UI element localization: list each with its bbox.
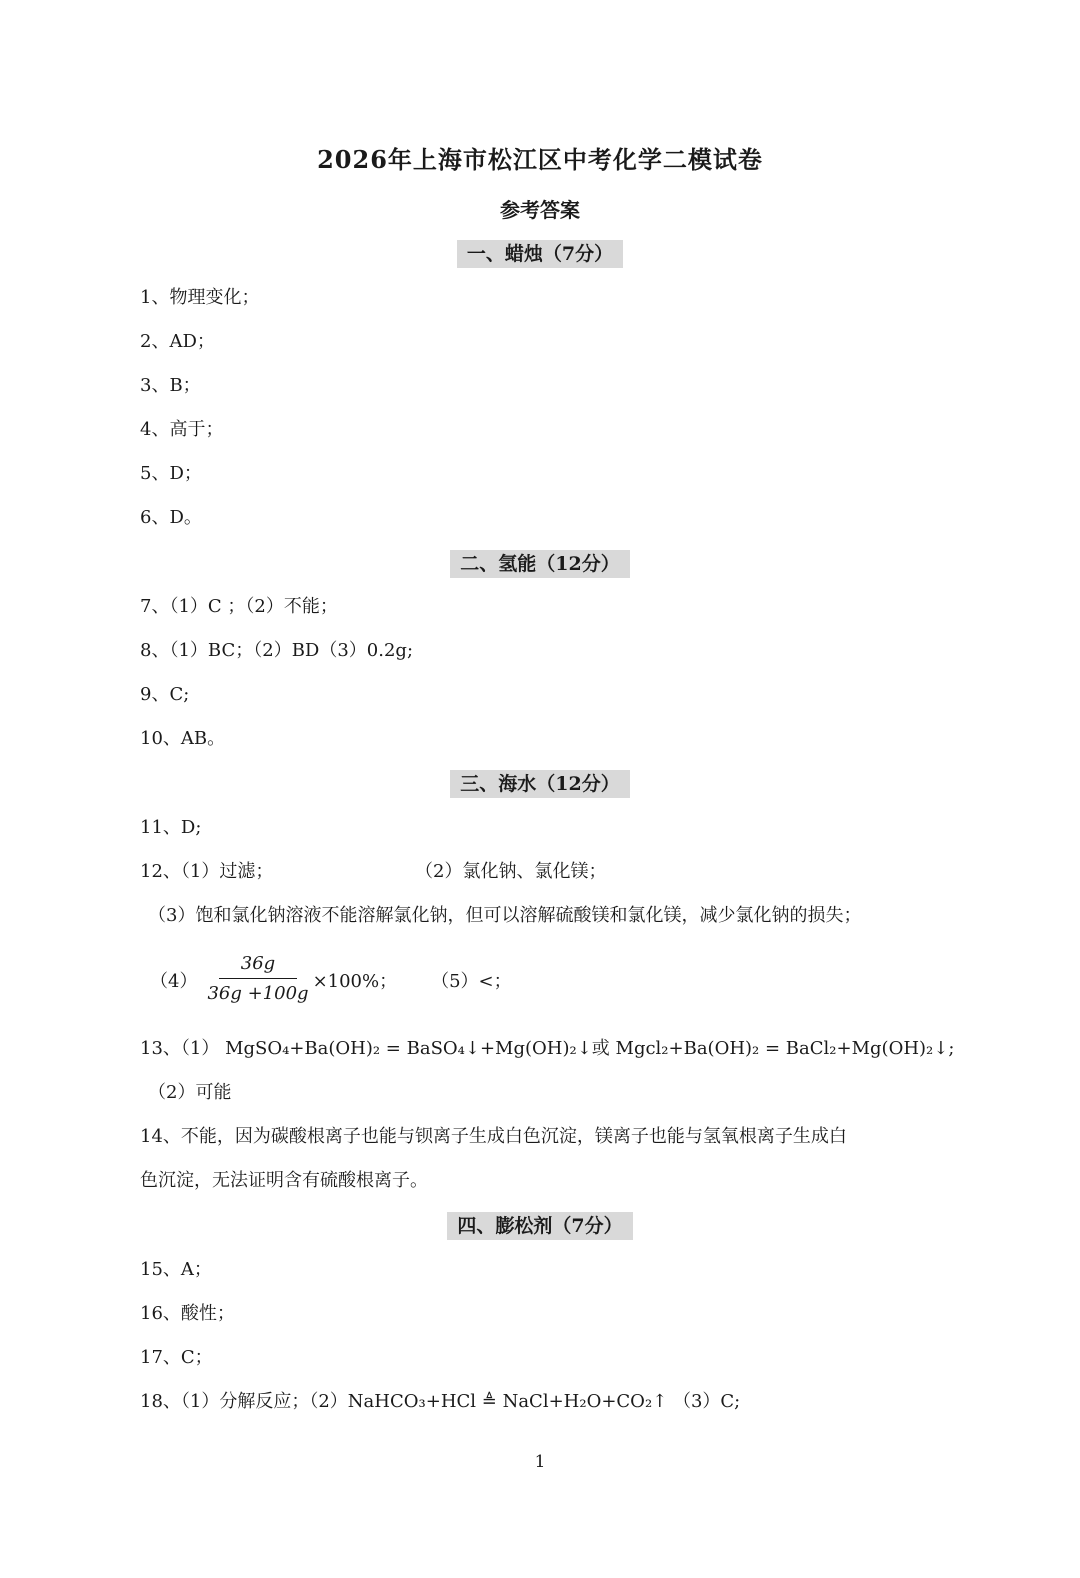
answer-6: 6、D。: [140, 507, 202, 528]
answer-12-part-4-tail: ×100%；: [312, 970, 398, 992]
answer-14-line-2: 色沉淀，无法证明含有硫酸根离子。: [140, 1170, 428, 1191]
answer-12-part-4-label: （4）: [150, 970, 198, 992]
fraction-numerator: 36g: [219, 950, 297, 979]
answer-3: 3、B；: [140, 375, 201, 396]
answer-13-part-1: 13、（1） MgSO₄+Ba(OH)₂ = BaSO₄↓+Mg(OH)₂↓或 Mgcl₂+Ba(OH)₂ = BaCl₂+Mg(OH)₂↓;: [140, 1038, 955, 1059]
section-heading-seawater: 三、海水（12分）: [0, 770, 1080, 798]
answer-12-part-4: [150, 950, 512, 1009]
answer-18: 18、（1）分解反应；（2）NaHCO₃+HCl ≜ NaCl+H₂O+CO₂↑ （3）C;: [140, 1391, 741, 1412]
answer-13-part-2: （2）可能: [148, 1082, 232, 1103]
fraction: [207, 950, 308, 1009]
answer-12-part-1: 12、（1）过滤；: [140, 861, 274, 882]
page-number: 1: [534, 1452, 546, 1472]
answer-4: 4、高于；: [140, 419, 224, 440]
answer-12-part-2: （2）氯化钠、氯化镁；: [415, 861, 607, 882]
fraction-denominator: 36g +100g: [207, 983, 309, 1004]
answer-15: 15、A；: [140, 1259, 212, 1280]
section-heading-candle: 一、蜡烛（7分）: [0, 240, 1080, 268]
answer-2: 2、AD；: [140, 331, 215, 352]
section-heading-leavening: 四、膨松剂（7分）: [0, 1212, 1080, 1240]
answer-12-part-5: （5）<；: [431, 970, 512, 992]
document-title: 2026年上海市松江区中考化学二模试卷: [317, 145, 763, 174]
answer-10: 10、AB。: [140, 728, 226, 749]
answer-7: 7、（1）C ；（2）不能；: [140, 596, 338, 617]
answer-5: 5、D；: [140, 463, 202, 484]
answer-17: 17、C；: [140, 1347, 213, 1368]
answer-8: 8、（1）BC；（2）BD（3）0.2g;: [140, 640, 414, 661]
document-subtitle: 参考答案: [500, 198, 580, 222]
answer-9: 9、C;: [140, 684, 190, 705]
section-heading-hydrogen: 二、氢能（12分）: [0, 550, 1080, 578]
answer-11: 11、D;: [140, 817, 202, 838]
answer-12-part-3: （3）饱和氯化钠溶液不能溶解氯化钠，但可以溶解硫酸镁和氯化镁，减少氯化钠的损失；: [148, 905, 862, 926]
answer-14-line-1: 14、不能，因为碳酸根离子也能与钡离子生成白色沉淀，镁离子也能与氢氧根离子生成白: [140, 1126, 847, 1147]
answer-16: 16、酸性；: [140, 1303, 235, 1324]
answer-1: 1、物理变化；: [140, 287, 260, 308]
